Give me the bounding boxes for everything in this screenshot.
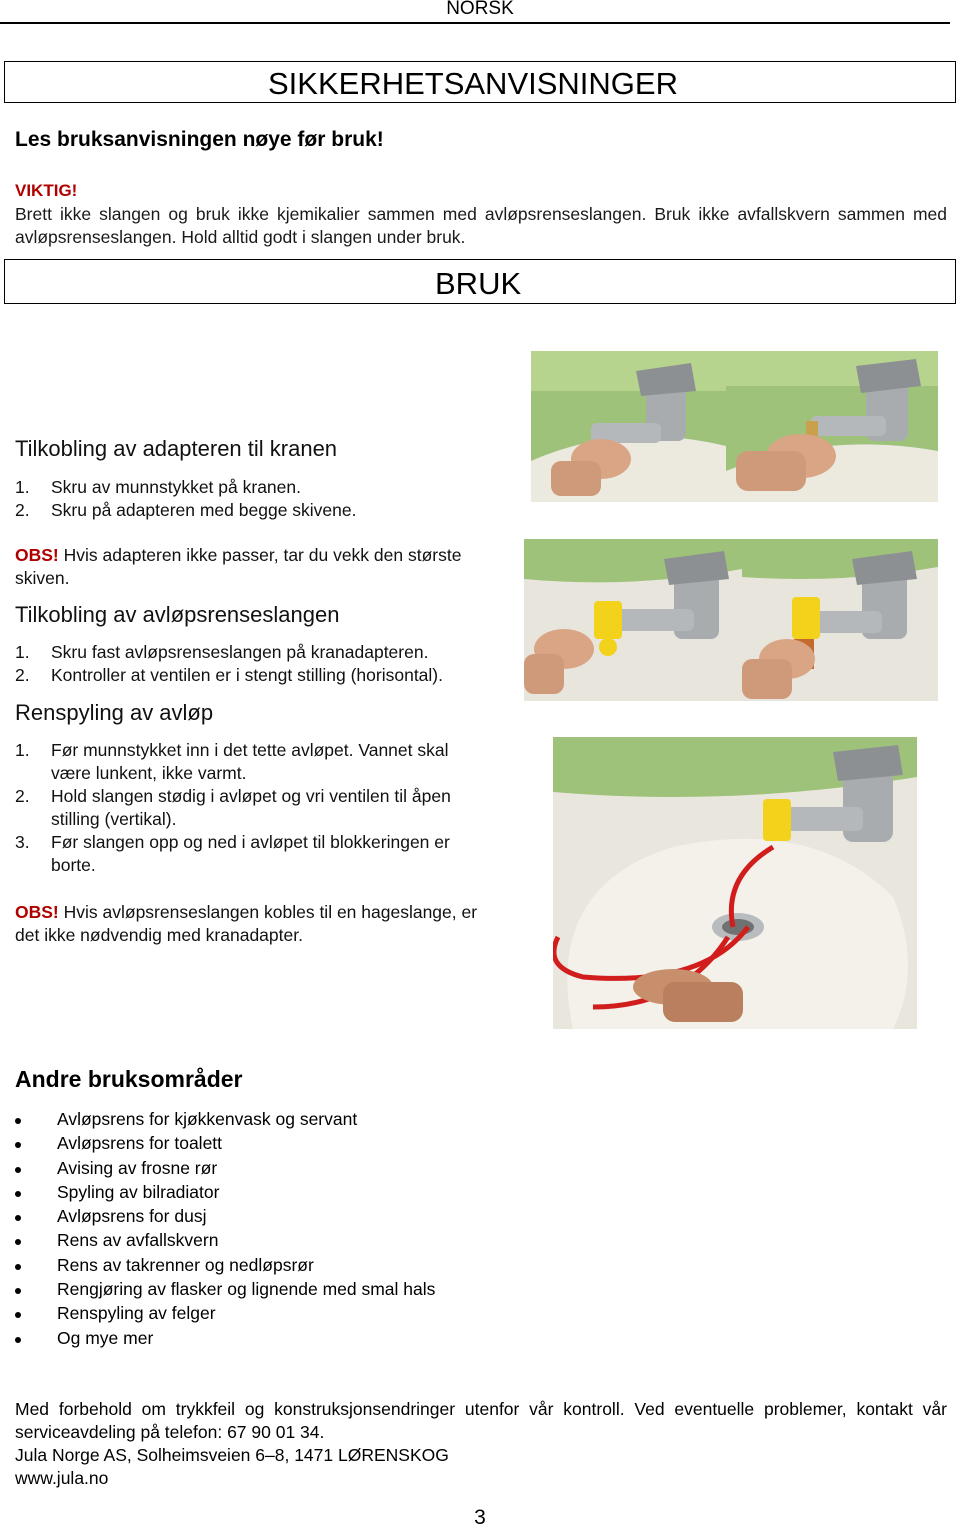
list-item: Avløpsrens for toalett: [0, 1133, 600, 1157]
note-text: Hvis avløpsrenseslangen kobles til en hageslange, er det ikke nødvendig med kranadapter.: [15, 902, 478, 945]
list-item: 1. Før munnstykket inn i det tette avløpet. Vannet skal være lunkent, ikke varmt.: [15, 740, 449, 783]
footer-block: [15, 1398, 947, 1490]
adapter-steps: [15, 476, 495, 522]
list-item: 2. Kontroller at ventilen er i stengt stilling (horisontal).: [15, 665, 443, 685]
list-item: Avløpsrens for dusj: [0, 1206, 600, 1230]
important-text: Brett ikke slangen og bruk ikke kjemikalier sammen med avløpsrenseslangen. Bruk ikke avfallskvern sammen med avløpsrenseslangen. Hold alltid godt i slangen under bruk.: [15, 204, 947, 247]
list-item: Renspyling av felger: [0, 1303, 600, 1327]
section-title-box-safety: [4, 61, 956, 103]
photo-check-valve: [742, 539, 938, 701]
note-label: OBS!: [15, 545, 59, 565]
list-item: 1. Skru fast avløpsrenseslangen på kranadapteren.: [15, 642, 429, 662]
photo-attach-adapter: [726, 351, 938, 502]
other-uses-list: [0, 1109, 600, 1352]
header-language: NORSK: [446, 0, 514, 19]
footer-company: Jula Norge AS, Solheimsveien 6–8, 1471 LØRENSKOG: [15, 1445, 449, 1465]
list-item: Spyling av bilradiator: [0, 1182, 600, 1206]
section-title-usage: BRUK: [435, 266, 522, 301]
heading-adapter: Tilkobling av adapteren til kranen: [15, 436, 338, 461]
list-item: 1. Skru av munnstykket på kranen.: [15, 477, 301, 497]
section-title-safety: SIKKERHETSANVISNINGER: [268, 66, 678, 101]
flush-steps: [15, 739, 490, 877]
list-item: Rens av avfallskvern: [0, 1230, 600, 1254]
photo-remove-nozzle: [531, 351, 726, 502]
hose-steps: [15, 641, 515, 687]
photo-connect-hose: [524, 539, 742, 701]
adapter-note: [15, 544, 485, 590]
heading-hose: Tilkobling av avløpsrenseslangen: [15, 602, 340, 627]
list-item: Avløpsrens for kjøkkenvask og servant: [0, 1109, 600, 1133]
list-item: Avising av frosne rør: [0, 1158, 600, 1182]
section-title-box-usage: [4, 259, 956, 304]
list-item: Rengjøring av flasker og lignende med smal hals: [0, 1279, 600, 1303]
important-label: VIKTIG!: [15, 181, 78, 200]
footer-disclaimer: Med forbehold om trykkfeil og konstruksjonsendringer utenfor vår kontroll. Ved eventuelle problemer, kontakt vår serviceavdeling på telefon: 67 90 01 34.: [15, 1399, 947, 1442]
heading-other-uses: Andre bruksområder: [15, 1066, 243, 1092]
list-item: Rens av takrenner og nedløpsrør: [0, 1255, 600, 1279]
page-number: 3: [474, 1506, 486, 1529]
list-item: 2. Skru på adapteren med begge skivene.: [15, 500, 357, 520]
flush-note: [15, 901, 505, 947]
footer-website[interactable]: www.jula.no: [15, 1468, 109, 1488]
note-text: Hvis adapteren ikke passer, tar du vekk den største skiven.: [15, 545, 462, 588]
photo-flush-drain: [553, 737, 917, 1029]
header-divider: [0, 22, 950, 24]
heading-flush: Renspyling av avløp: [15, 700, 214, 725]
list-item: 3. Før slangen opp og ned i avløpet til blokkeringen er borte.: [15, 832, 450, 875]
intro-text: Les bruksanvisningen nøye før bruk!: [15, 128, 384, 151]
list-item: Og mye mer: [0, 1328, 600, 1352]
list-item: 2. Hold slangen stødig i avløpet og vri ventilen til åpen stilling (vertikal).: [15, 786, 451, 829]
note-label: OBS!: [15, 902, 59, 922]
